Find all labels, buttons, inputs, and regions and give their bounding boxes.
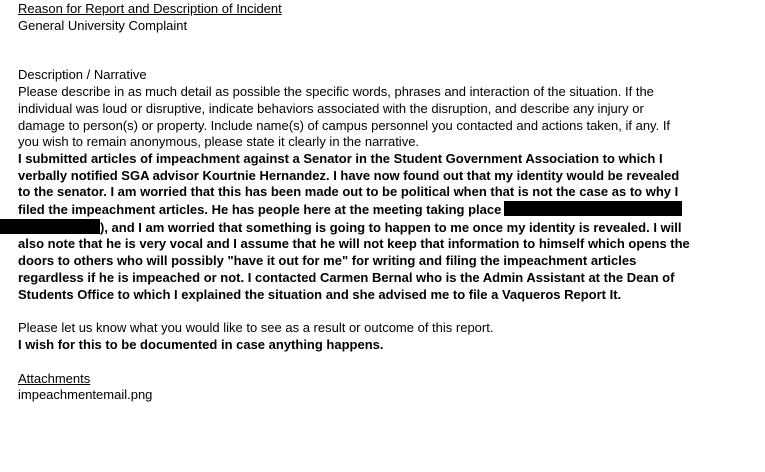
- narrative-line: Students Office to which I explained the situation and she advised me to file a Vaqueros Report It.: [18, 286, 622, 302]
- narrative-heading: Description / Narrative: [18, 67, 147, 83]
- narrative-line: I submitted articles of impeachment against a Senator in the Student Government Association to which I: [18, 150, 663, 166]
- outcome-response: I wish for this to be documented in case anything happens.: [18, 336, 384, 352]
- reason-heading: Reason for Report and Description of Incident: [18, 1, 282, 16]
- instruction-line: you wish to remain anonymous, please state it clearly in the narrative.: [18, 134, 420, 150]
- reason-value: General University Complaint: [18, 17, 188, 33]
- narrative-text: [18, 151, 718, 303]
- instruction-line: Please describe in as much detail as possible the specific words, phrases and interaction of the situation. If the: [18, 84, 654, 100]
- incident-report: [18, 1, 718, 404]
- instruction-line: damage to person(s) or property. Include name(s) of campus personnel you contacted and actions taken, if any. If: [18, 117, 671, 133]
- redaction-block: [0, 219, 100, 234]
- spacer: [18, 354, 718, 371]
- outcome-prompt: Please let us know what you would like to see as a result or outcome of this report.: [18, 320, 494, 336]
- narrative-line: [18, 201, 718, 219]
- narrative-line-text: filed the impeachment articles. He has people here at the meeting taking place: [18, 202, 502, 218]
- spacer: [18, 34, 718, 67]
- narrative-line: verbally notified SGA advisor Kourtnie Hernandez. I have now found out that my identity would be revealed: [18, 167, 680, 183]
- narrative-line: to the senator. I am worried that this has been made out to be political when that is not the case as to why I: [18, 184, 679, 200]
- instruction-line: individual was loud or disruptive, indicate behaviors associated with the disruption, and describe any injury or: [18, 100, 644, 116]
- narrative-line: regardless if he is impeached or not. I contacted Carmen Bernal who is the Admin Assistant at the Dean of: [18, 269, 675, 285]
- narrative-line: doors to others who will possibly "have it out for me" for writing and filing the impeachment articles: [18, 253, 637, 269]
- narrative-instructions: [18, 84, 718, 151]
- attachment-file[interactable]: impeachmentemail.png: [18, 387, 153, 403]
- narrative-line: [18, 219, 718, 237]
- narrative-line: also note that he is very vocal and I assume that he will not keep that information to himself which opens the: [18, 236, 690, 252]
- attachments-heading: Attachments: [18, 370, 91, 386]
- spacer: [18, 303, 718, 320]
- narrative-line-text: ), and I am worried that something is going to happen to me once my identity is revealed. I will: [100, 219, 682, 235]
- redaction-block: [504, 201, 682, 216]
